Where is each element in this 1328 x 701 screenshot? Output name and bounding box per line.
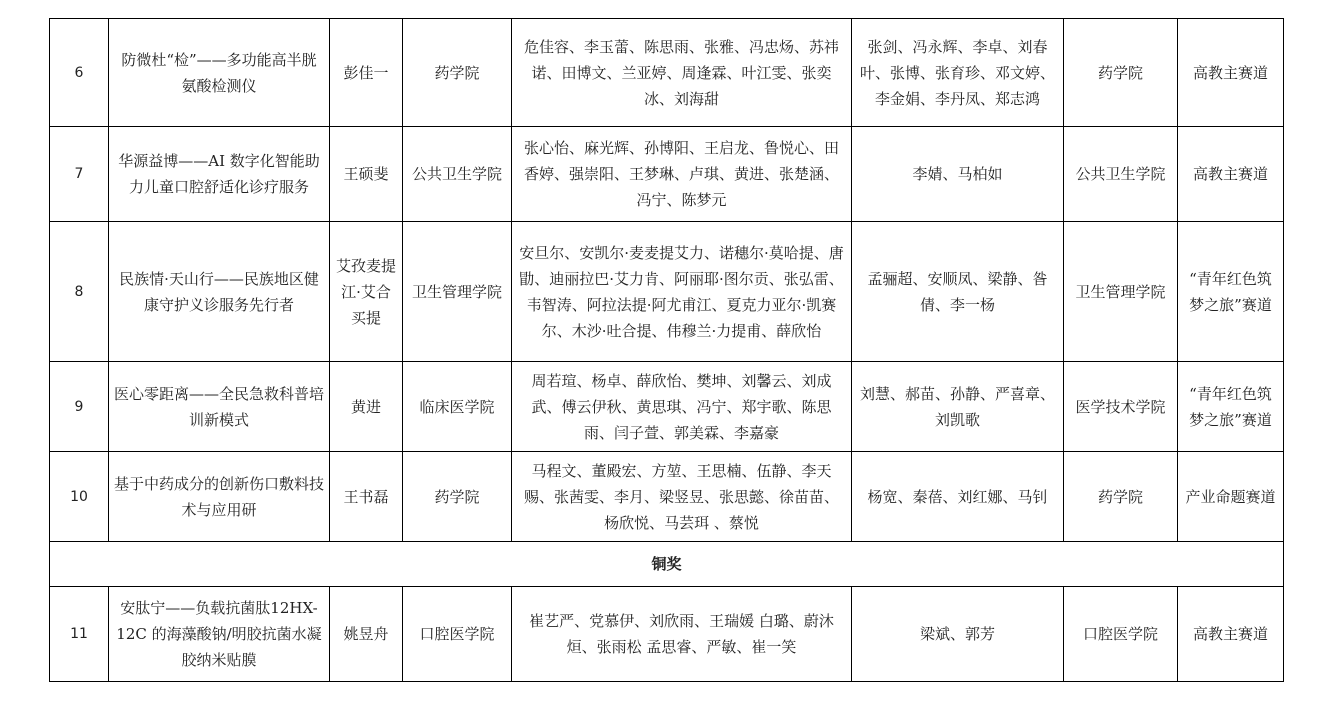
college-name: 药学院 xyxy=(403,19,512,127)
award-table xyxy=(49,18,1284,682)
recommending-unit: 医学技术学院 xyxy=(1064,362,1178,452)
section-heading-bronze: 铜奖 xyxy=(50,542,1284,587)
project-name: 基于中药成分的创新伤口敷料技术与应用研 xyxy=(109,452,330,542)
college-name: 公共卫生学院 xyxy=(403,127,512,222)
project-name: 防微杜“检”——多功能高半胱氨酸检测仪 xyxy=(109,19,330,127)
project-name: 民族情·天山行——民族地区健康守护义诊服务先行者 xyxy=(109,222,330,362)
advisors: 梁斌、郭芳 xyxy=(852,587,1064,682)
row-number: 6 xyxy=(50,19,109,127)
table-row xyxy=(50,127,1284,222)
leader-name: 王硕斐 xyxy=(330,127,403,222)
leader-name: 黄进 xyxy=(330,362,403,452)
team-members: 危佳容、李玉蕾、陈思雨、张雅、冯忠炀、苏祎诺、田博文、兰亚婷、周逢霖、叶江雯、张奕冰、刘海甜 xyxy=(512,19,852,127)
team-members: 马程文、董殿宏、方堃、王思楠、伍静、李天赐、张茜雯、李月、梁竖昱、张思懿、徐苗苗、杨欣悦、马芸珥 、蔡悦 xyxy=(512,452,852,542)
team-members: 张心怡、麻光辉、孙博阳、王启龙、鲁悦心、田香婷、强崇阳、王梦琳、卢琪、黄进、张楚涵、冯宁、陈梦元 xyxy=(512,127,852,222)
table-row xyxy=(50,452,1284,542)
section-row xyxy=(50,542,1284,587)
advisors: 杨宽、秦蓓、刘红娜、马钊 xyxy=(852,452,1064,542)
row-number: 11 xyxy=(50,587,109,682)
team-members: 周若瑄、杨卓、薛欣怡、樊坤、刘馨云、刘成武、傅云伊秋、黄思琪、冯宁、郑宇歌、陈思雨、闫子萱、郭美霖、李嘉豪 xyxy=(512,362,852,452)
recommending-unit: 药学院 xyxy=(1064,452,1178,542)
track: 高教主赛道 xyxy=(1178,127,1284,222)
college-name: 卫生管理学院 xyxy=(403,222,512,362)
college-name: 临床医学院 xyxy=(403,362,512,452)
table-row xyxy=(50,362,1284,452)
track: 高教主赛道 xyxy=(1178,19,1284,127)
table-row xyxy=(50,587,1284,682)
advisors: 李婧、马柏如 xyxy=(852,127,1064,222)
track: “青年红色筑梦之旅”赛道 xyxy=(1178,222,1284,362)
row-number: 9 xyxy=(50,362,109,452)
leader-name: 王书磊 xyxy=(330,452,403,542)
college-name: 药学院 xyxy=(403,452,512,542)
leader-name: 彭佳一 xyxy=(330,19,403,127)
recommending-unit: 公共卫生学院 xyxy=(1064,127,1178,222)
team-members: 崔艺严、党慕伊、刘欣雨、王瑞媛 白璐、蔚沐烜、张雨松 孟思睿、严敏、崔一笑 xyxy=(512,587,852,682)
row-number: 7 xyxy=(50,127,109,222)
leader-name: 姚昱舟 xyxy=(330,587,403,682)
project-name: 安肽宁——负载抗菌肽12HX-12C 的海藻酸钠/明胶抗菌水凝胶纳米贴膜 xyxy=(109,587,330,682)
team-members: 安旦尔、安凯尔·麦麦提艾力、诺穗尔·莫哈提、唐勖、迪丽拉巴·艾力肯、阿丽耶·图尔贡、张弘雷、韦智涛、阿拉法提·阿尤甫江、夏克力亚尔·凯赛尔、木沙·吐合提、伟穆兰·力提甫、薛欣怡 xyxy=(512,222,852,362)
row-number: 8 xyxy=(50,222,109,362)
row-number: 10 xyxy=(50,452,109,542)
advisors: 刘慧、郝苗、孙静、严喜章、刘凯歌 xyxy=(852,362,1064,452)
college-name: 口腔医学院 xyxy=(403,587,512,682)
recommending-unit: 卫生管理学院 xyxy=(1064,222,1178,362)
track: 产业命题赛道 xyxy=(1178,452,1284,542)
project-name: 医心零距离——全民急救科普培训新模式 xyxy=(109,362,330,452)
leader-name: 艾孜麦提江·艾合买提 xyxy=(330,222,403,362)
recommending-unit: 药学院 xyxy=(1064,19,1178,127)
project-name: 华源益博——AI 数字化智能助力儿童口腔舒适化诊疗服务 xyxy=(109,127,330,222)
track: “青年红色筑梦之旅”赛道 xyxy=(1178,362,1284,452)
table-row xyxy=(50,222,1284,362)
table-row xyxy=(50,19,1284,127)
track: 高教主赛道 xyxy=(1178,587,1284,682)
advisors: 孟骊超、安顺凤、梁静、昝倩、李一杨 xyxy=(852,222,1064,362)
recommending-unit: 口腔医学院 xyxy=(1064,587,1178,682)
advisors: 张剑、冯永辉、李卓、刘春叶、张博、张育珍、邓文婷、李金娟、李丹凤、郑志鸿 xyxy=(852,19,1064,127)
